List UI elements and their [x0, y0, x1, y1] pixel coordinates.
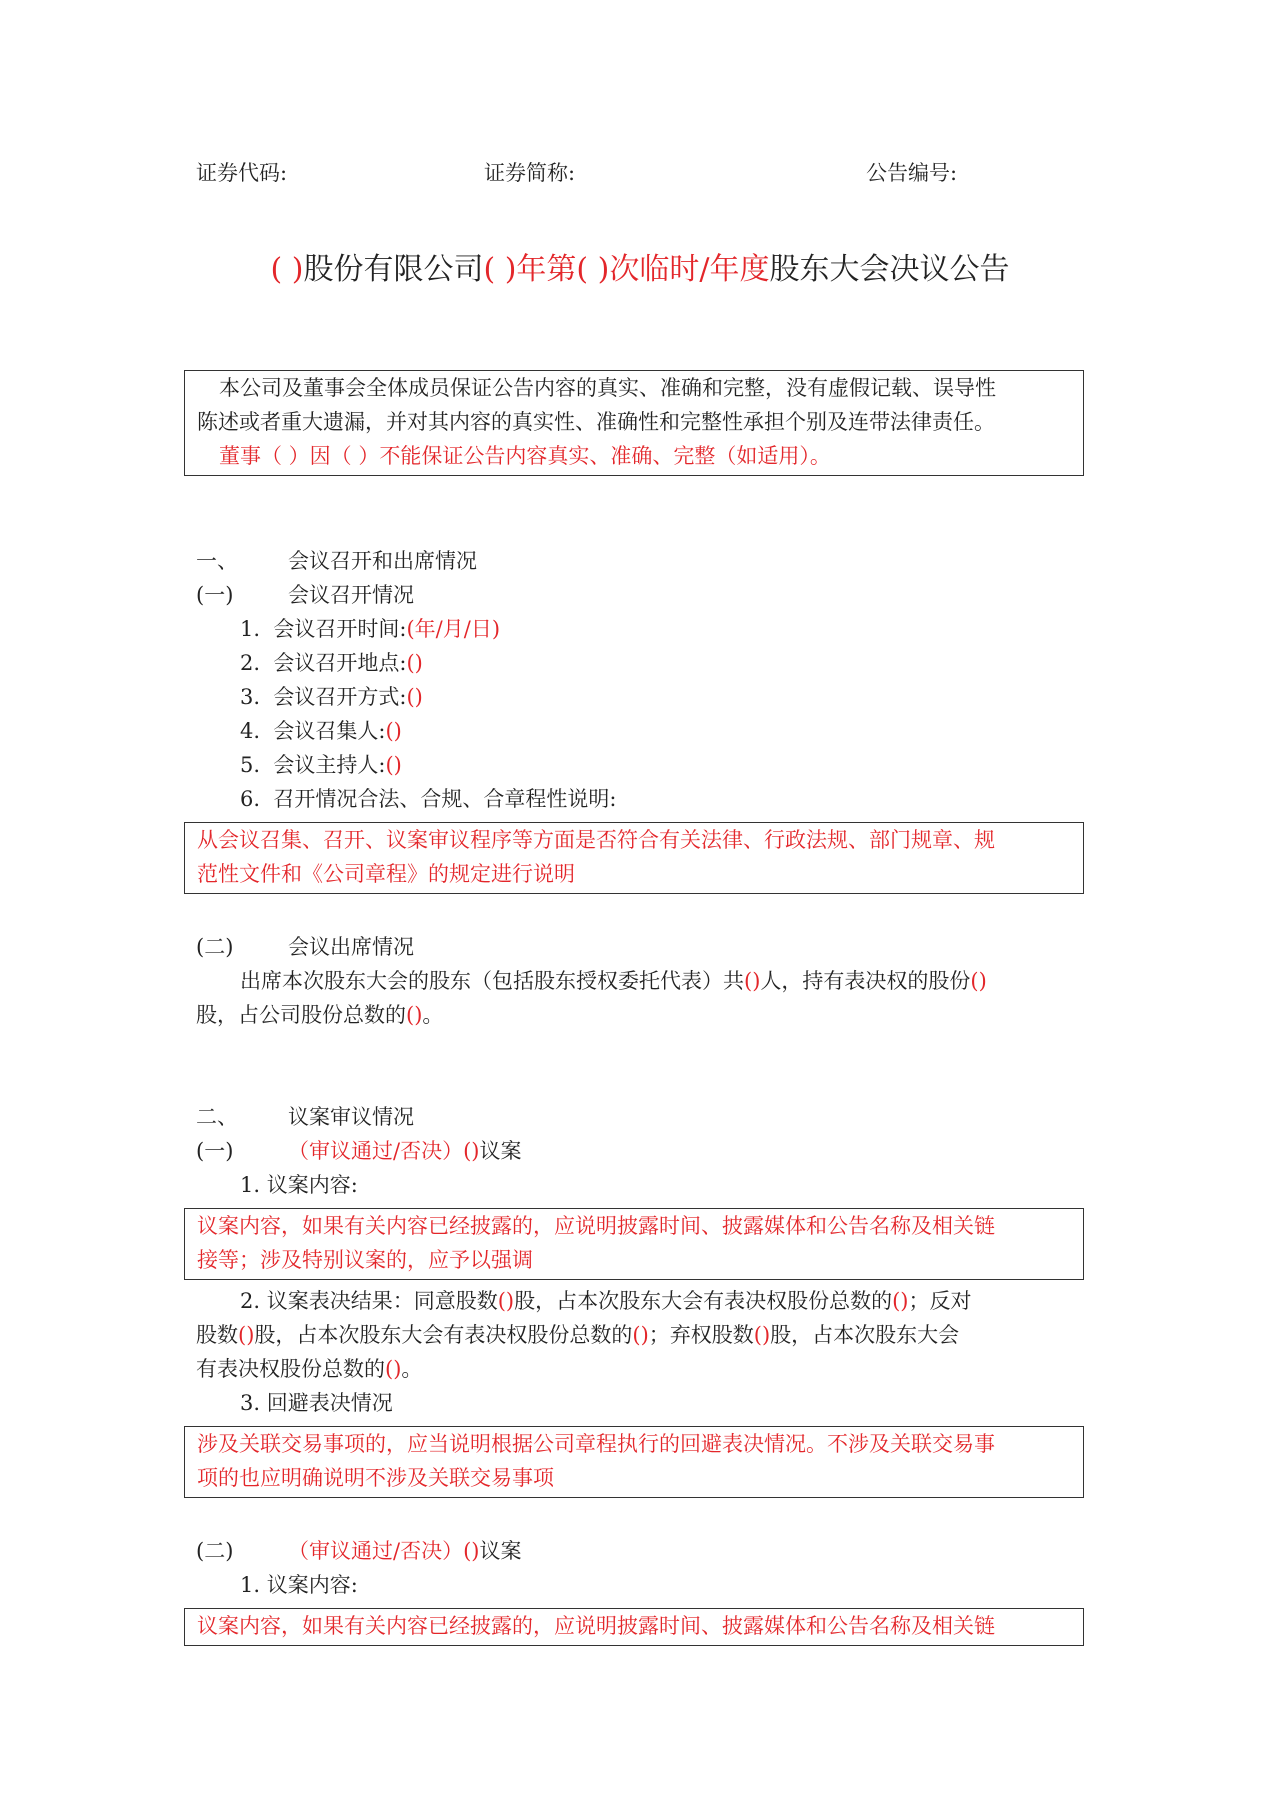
- proposal-1-content-line-1: 议案内容，如果有关内容已经披露的，应说明披露时间、披露媒体和公告名称及相关链: [197, 1214, 995, 1238]
- approve-shares-placeholder: (): [497, 1289, 515, 1313]
- voting-shares-placeholder: (): [970, 969, 987, 993]
- meeting-location-label: 会议召开地点:: [273, 651, 407, 675]
- statement-line-1: 本公司及董事会全体成员保证公告内容的真实、准确和完整，没有虚假记载、误导性: [219, 376, 996, 400]
- section-2-number: 二、: [196, 1105, 238, 1129]
- proposal-2-content-box: [184, 1608, 1084, 1646]
- convener-value: (): [385, 719, 402, 743]
- vote-text: 有表决权股份总数的: [196, 1357, 385, 1381]
- avoid-vote-note-line-1: 涉及关联交易事项的，应当说明根据公司章程执行的回避表决情况。不涉及关联交易事: [197, 1432, 995, 1456]
- vote-text: ；弃权股数: [648, 1323, 754, 1347]
- legality-note-box: [184, 822, 1084, 894]
- section-2-heading: 议案审议情况: [288, 1105, 414, 1129]
- vote-text: 股，占本次股东大会有表决权股份总数的: [254, 1323, 633, 1347]
- item-number: 1.: [240, 617, 261, 641]
- statement-line-2: 陈述或者重大遗漏，并对其内容的真实性、准确性和完整性承担个别及连带法律责任。: [197, 410, 995, 434]
- list-item: [240, 714, 402, 748]
- proposal-2-status: （审议通过/否决）: [288, 1539, 464, 1563]
- proposal-2-heading: [288, 1534, 521, 1568]
- avoid-vote-note-line-2: 项的也应明确说明不涉及关联交易事项: [197, 1466, 554, 1490]
- item-number: 2.: [240, 651, 261, 675]
- proposal-2-suffix: 议案: [479, 1539, 522, 1563]
- share-ratio-placeholder: (): [406, 1003, 423, 1027]
- section-1-heading: 会议召开和出席情况: [288, 549, 477, 573]
- attendance-text: 出席本次股东大会的股东（包括股东授权委托代表）共: [240, 969, 744, 993]
- proposal-1-suffix: 议案: [479, 1139, 522, 1163]
- attendance-text: 。: [422, 1003, 444, 1027]
- subsection-1-1-heading: 会议召开情况: [288, 583, 414, 607]
- avoid-vote-note-box: [184, 1426, 1084, 1498]
- proposal-1-status: （审议通过/否决）: [288, 1139, 464, 1163]
- statement-box: [184, 370, 1084, 476]
- legality-note-line-1: 从会议召集、召开、议案审议程序等方面是否符合有关法律、行政法规、部门规章、规: [197, 828, 995, 852]
- avoid-vote-label: 3. 回避表决情况: [240, 1391, 393, 1415]
- vote-result-line-2: [196, 1318, 959, 1352]
- item-number: 6.: [240, 787, 261, 811]
- attendance-text: 人，持有表决权的股份: [760, 969, 971, 993]
- proposal-1-name-placeholder: (): [463, 1139, 480, 1163]
- vote-text: ；反对: [908, 1289, 972, 1313]
- attendee-count-placeholder: (): [744, 969, 761, 993]
- notice-number-label: 公告编号:: [866, 161, 958, 185]
- vote-text: 股，占本次股东大会: [770, 1323, 960, 1347]
- title-meeting-type: ( )年第( )次临时/年度: [483, 252, 770, 287]
- subsection-1-2-number: (二): [196, 935, 234, 959]
- vote-result-line-3: [196, 1352, 422, 1386]
- list-item: [240, 748, 402, 782]
- list-item: [240, 782, 616, 816]
- legality-label: 召开情况合法、合规、合章程性说明:: [273, 787, 617, 811]
- meeting-method-value: (): [406, 685, 423, 709]
- attendance-line-2: [196, 998, 443, 1032]
- title-company-suffix: 股份有限公司: [303, 252, 484, 287]
- item-number: 3.: [240, 685, 261, 709]
- host-label: 会议主持人:: [273, 753, 386, 777]
- stock-code-label: 证券代码:: [196, 161, 288, 185]
- meeting-location-value: (): [406, 651, 423, 675]
- approve-ratio-placeholder: (): [892, 1289, 909, 1313]
- subsection-1-1-number: (一): [196, 583, 234, 607]
- list-item: [240, 680, 423, 714]
- stock-name-label: 证券简称:: [484, 161, 576, 185]
- item-number: 5.: [240, 753, 261, 777]
- vote-text: 股数: [196, 1323, 238, 1347]
- vote-text: 2. 议案表决结果：同意股数: [240, 1289, 498, 1313]
- vote-result-line-1: [240, 1284, 972, 1318]
- attendance-text: 股，占公司股份总数的: [196, 1003, 406, 1027]
- proposal-2-content-line-1: 议案内容，如果有关内容已经披露的，应说明披露时间、披露媒体和公告名称及相关链: [197, 1614, 995, 1638]
- page-title: [0, 248, 1280, 292]
- title-company-placeholder: ( ): [270, 252, 304, 287]
- meeting-method-label: 会议召开方式:: [273, 685, 407, 709]
- against-shares-placeholder: (): [238, 1323, 255, 1347]
- proposal-1-content-line-2: 接等；涉及特别议案的，应予以强调: [197, 1248, 533, 1272]
- proposal-2-number: (二): [196, 1539, 234, 1563]
- convener-label: 会议召集人:: [273, 719, 386, 743]
- proposal-1-heading: [288, 1134, 521, 1168]
- director-disclaimer-line: 董事（ ）因（ ）不能保证公告内容真实、准确、完整（如适用）。: [219, 444, 831, 468]
- proposal-2-content-label: 1. 议案内容:: [240, 1573, 358, 1597]
- list-item: [240, 612, 500, 646]
- vote-text: 股，占本次股东大会有表决权股份总数的: [514, 1289, 893, 1313]
- legality-note-line-2: 范性文件和《公司章程》的规定进行说明: [197, 862, 575, 886]
- host-value: (): [385, 753, 402, 777]
- proposal-1-content-label: 1. 议案内容:: [240, 1173, 358, 1197]
- title-suffix: 股东大会决议公告: [769, 252, 1010, 287]
- abstain-shares-placeholder: (): [753, 1323, 771, 1347]
- meeting-time-value: (年/月/日): [406, 617, 501, 641]
- abstain-ratio-placeholder: (): [385, 1357, 402, 1381]
- vote-text: 。: [401, 1357, 423, 1381]
- meeting-time-label: 会议召开时间:: [273, 617, 407, 641]
- list-item: [240, 646, 423, 680]
- attendance-line-1: [240, 964, 987, 998]
- proposal-1-content-box: [184, 1208, 1084, 1280]
- subsection-1-2-heading: 会议出席情况: [288, 935, 414, 959]
- section-1-number: 一、: [196, 549, 238, 573]
- against-ratio-placeholder: (): [632, 1323, 649, 1347]
- proposal-1-number: (一): [196, 1139, 234, 1163]
- item-number: 4.: [240, 719, 261, 743]
- proposal-2-name-placeholder: (): [463, 1539, 480, 1563]
